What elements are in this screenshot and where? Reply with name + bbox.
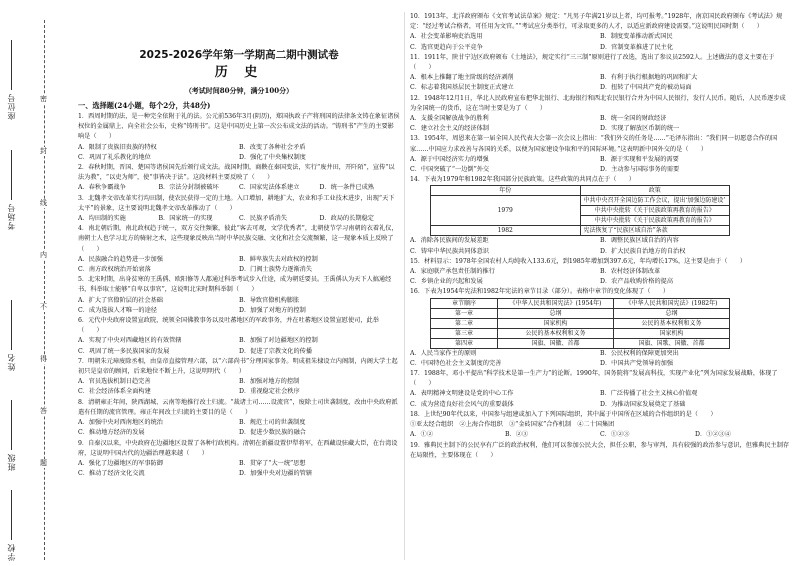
table-cell-policy: 中共中央批转《关于民族政策再教育的报告》 — [580, 206, 730, 216]
table-cell: 总纲 — [614, 308, 730, 318]
binding-margin — [0, 0, 62, 566]
answer-option[interactable]: C．社会经济体系全面构建 — [78, 388, 151, 396]
question-stem: 7．明朝朱元璋废除丞相，由皇帝直接管理六部，以“六部尚书”分理国家事务。明成祖朱棣设立内阁制，内阁大学士起初只是皇帝的顾问，后来地位不断上升，这说明明代（ ） — [78, 357, 398, 376]
answer-option[interactable]: A．表明精神文明建设是党的中心工作 — [410, 390, 514, 398]
exam-room-field[interactable]: 考场号 — [6, 150, 17, 230]
option-row — [410, 349, 790, 369]
answer-option[interactable]: B．规范土司的世袭制度 — [239, 419, 306, 427]
question-stem: 10．1913年，北洋政府颁布《文官考试法草案》规定：“凡男子年满21岁以上者，均可报考。”1928年，南京国民政府颁布《考试法》规定：“经过考试合格者，可任用为文官。”“考试应分类举行，可录取更多的人才，以适应新政府建设需要。”这说明民国时期（ ） — [410, 13, 783, 31]
table-header-cell: 章节顺序 — [431, 298, 498, 308]
seal-char: 线 — [40, 199, 47, 207]
table-cell: 第二章 — [431, 318, 498, 328]
left-question-list — [78, 112, 400, 479]
seal-char: 得 — [40, 355, 47, 363]
answer-option[interactable]: B．统一全国的财政经济 — [600, 115, 667, 123]
question-stem: 3．北魏孝文帝改革实行均田制，使农民获得一定的土地。入口增加，耕地扩大，农业和手工业技术进步，出现“天下太平”的景象，这主要说明北魏孝文帝改革推动了（ ） — [78, 194, 395, 212]
answer-option[interactable]: D．主动参与国际事务的需要 — [600, 166, 680, 174]
answer-option[interactable]: C．标志着我国基层民主制度正式建立 — [410, 84, 514, 92]
answer-option[interactable]: ①亚太经合组织 ②上海合作组织 ③“金砖国家”合作机制 ④二十国集团 — [410, 421, 615, 429]
answer-option[interactable]: A．支援全国解放战争的胜利 — [410, 115, 489, 123]
answer-option[interactable]: B．公民权利的保障更加突出 — [600, 349, 679, 357]
option-row — [410, 420, 790, 430]
answer-option[interactable]: A．源于中国经济实力的增强 — [410, 155, 489, 163]
answer-option[interactable]: B．农村经济体制改革 — [600, 268, 661, 276]
answer-option[interactable]: D．官制变革推进了民主化 — [600, 43, 674, 51]
answer-option[interactable]: A．强化了边疆地区的军事防御 — [78, 459, 163, 467]
table-header-cell: 政策 — [580, 186, 730, 196]
answer-option[interactable]: D．扭转了中国共产党的被动局面 — [600, 84, 692, 92]
answer-option[interactable]: B．鲜卑族失去对政权的控制 — [239, 255, 318, 263]
question-stem: 6．元代中央政府设置宣政院，统领全国佛教事务以及吐蕃地区的军政事务，并在吐蕃地区设置宣慰使司，此举（ ） — [78, 317, 379, 335]
class-field[interactable]: 班级 — [6, 400, 17, 471]
option-row — [410, 32, 790, 52]
exam-title: 2025-2026学年第一学期高二期中测试卷 — [139, 49, 339, 61]
question-stem: 13．1954年，周恩来在第一届全国人民代表大会第一次会议上指出：“我们外交的任务是……”毛泽东指出：“我们同一切愿意合作的国家……中国应力求改善与各国的关系，以便为国家建设争取和平的国际环境。”这表明新中国外交的是（ ） — [410, 135, 778, 153]
answer-option[interactable]: B．加强了对边疆地区的控制 — [239, 337, 318, 345]
column-divider — [404, 12, 405, 560]
section-heading: 一、选择题(24小题，每个2分，共48分) — [78, 101, 211, 110]
table-cell: 第四章 — [431, 338, 498, 348]
answer-option[interactable]: C．民族矛盾消失 — [239, 215, 288, 223]
answer-option[interactable]: B．宗法分封制被破坏 — [158, 184, 219, 192]
option-row — [78, 214, 400, 224]
answer-option[interactable]: A．民族融合的趋势进一步加强 — [78, 255, 163, 263]
answer-option[interactable]: D．加强中央对边疆的管辖 — [239, 470, 313, 478]
table-cell: 公民的基本权利和义务 — [498, 328, 614, 338]
option-row — [410, 389, 790, 409]
answer-option[interactable]: D．实现了解放区币制的统一 — [600, 125, 680, 133]
answer-option[interactable]: C．建立社会主义的经济体制 — [410, 125, 489, 133]
table-cell: 公民的基本权利和义务 — [614, 318, 730, 328]
question-stem: 17．1988年，邓小平提出“科学技术是第一生产力”的论断。1990年，国务院将“发展高科技，实现产业化”列为国家发展战略，体现了（ ） — [410, 370, 778, 388]
name-field[interactable]: 姓名 — [6, 300, 17, 371]
answer-option[interactable]: C．推动了经济文化交流 — [78, 470, 145, 478]
seal-char: 封 — [40, 147, 47, 155]
table-cell: 国旗、国徽、首都 — [498, 338, 614, 348]
answer-option[interactable]: D．为推动国家发展奠定了基础 — [600, 400, 686, 408]
answer-option[interactable]: C．巩固了礼乐教化的地位 — [78, 153, 151, 161]
table-cell-year: 1979 — [431, 196, 581, 226]
answer-option[interactable]: A．春秋争霸战争 — [78, 184, 126, 192]
table-row — [431, 226, 730, 236]
answer-option[interactable]: D．中国共产党领导的加强 — [600, 359, 674, 367]
option-row — [410, 236, 790, 256]
table-row — [431, 196, 730, 206]
option-row — [410, 267, 790, 287]
answer-option[interactable]: C．铸牢中华民族共同体意识 — [410, 247, 489, 255]
answer-option[interactable]: D．强化了中央集权制度 — [239, 153, 306, 161]
answer-option[interactable]: D．促进少数民族的融合 — [239, 429, 306, 437]
answer-option[interactable]: A．家庭联产承包责任制的推行 — [410, 268, 495, 276]
question-stem: 8．清朝雍正年间，陕西湖城、云南等地推行改土归流。“裁诸土司……设流官”，废除土司世袭制度，改由中央政府派遣有任期的流官管理。雍正年间改土归流的主要目的是（ ） — [78, 398, 398, 416]
table-cell: 第一章 — [431, 308, 498, 318]
seal-char: 内 — [40, 251, 47, 259]
answer-option[interactable]: A．消除各民族间的发展差距 — [410, 237, 489, 245]
answer-option[interactable]: C．国家宪法体系建立 — [239, 184, 300, 192]
right-column — [410, 12, 790, 560]
question-stem: 9．自秦汉以来，中央政府在边疆地区设置了各种行政机构。清朝在新疆设置伊犁将军，在西藏设驻藏大臣，在台湾设府，这说明中国古代的边疆治理越来越（ ） — [78, 439, 398, 457]
option-row — [410, 114, 790, 134]
answer-option[interactable]: D．加强了对地方的控制 — [239, 306, 306, 314]
answer-option[interactable]: D．重视稳定社会秩序 — [239, 388, 300, 396]
answer-option[interactable]: A．扩大了官僚阶层的社会基础 — [78, 296, 163, 304]
seal-char: 题 — [40, 459, 47, 467]
answer-option[interactable]: C．中国特色社会主义制度的完善 — [410, 359, 502, 367]
answer-option[interactable]: A．官员选拔机制日趋完善 — [78, 378, 151, 386]
answer-option[interactable]: A．根本上推翻了地主阶级的经济剥削 — [410, 74, 514, 82]
question-stem: 18．上世纪90年代以来，中国参与组建或加入了下列国际组织，其中属于中国所在区域的合作组织的是（ ） — [410, 410, 717, 418]
answer-option[interactable]: B．有利于执行根据地的巩固和扩大 — [600, 74, 698, 82]
answer-option[interactable]: B．源于实现和平发展的需要 — [600, 155, 679, 163]
option-row — [410, 73, 790, 93]
table-header-cell: 《中华人民共和国宪法》(1982年) — [614, 298, 730, 308]
table-header-cell: 年份 — [431, 186, 581, 196]
answer-option[interactable]: B．导致官僚机构膨胀 — [239, 296, 300, 304]
answer-option[interactable]: A．①② — [410, 431, 434, 439]
answer-option[interactable]: A．社会变革影响吏治选用 — [410, 33, 483, 41]
left-column — [78, 12, 400, 560]
table-cell: 第三章 — [431, 328, 498, 338]
subject-title: 历 史 — [214, 65, 264, 80]
right-question-list — [410, 12, 790, 461]
option-row — [410, 430, 790, 440]
table-cell: 国家机构 — [498, 318, 614, 328]
seal-char: 不 — [40, 303, 47, 311]
answer-option[interactable]: B．制度变革推动新式国民 — [600, 33, 673, 41]
answer-option[interactable]: A．加强中央对西南地区的统治 — [78, 419, 163, 427]
answer-option[interactable]: B．加强对地方的控制 — [239, 378, 300, 386]
question-stem: 11．1911年，陕甘宁边区政府颁布《土地法》，规定实行“三三制”原则进行了改选，选出了参议员2592人。上述做法的意义主要在于（ ） — [410, 53, 775, 72]
answer-option[interactable]: A．限制了贵族旧贵族的特权 — [78, 143, 157, 151]
question-stem: 2．春秋时期，晋国、楚国等诸侯国先后颁行成文法。战国时期，商鞅在秦国变法，实行“废井田，开阡陌”，宣传“以法为教”，“以吏为师”，使“事皆决于法”。这段材料主要反映了（ ） — [78, 164, 395, 182]
table-cell-policy: 中共中央召开全国边防工作会议，提出‘加强边防建设’ — [580, 196, 730, 206]
option-row — [78, 336, 400, 356]
seat-number-field[interactable]: 座位号 — [6, 40, 17, 120]
option-row — [78, 183, 400, 193]
answer-option[interactable]: B．贯穿了“大一统”思想 — [239, 459, 306, 467]
table-header-cell: 《中华人民共和国宪法》(1954年) — [498, 298, 614, 308]
table-cell: 总纲 — [498, 308, 614, 318]
answer-option[interactable]: D．政局的长期稳定 — [319, 215, 374, 223]
answer-option[interactable]: D．①②③④ — [695, 431, 731, 439]
answer-option[interactable]: C．巩固了统一多民族国家的发展 — [78, 347, 170, 355]
question-stem: 16．下表为1954年宪法和1982年宪法的章节目录（部分）。表格中章节的变化体现了（ ） — [410, 288, 670, 296]
answer-option[interactable]: C．中国突破了“一边倒”外交 — [410, 166, 490, 174]
seal-char: 答 — [40, 407, 47, 415]
answer-option[interactable]: C．成为营造良好社会风气的重要载体 — [410, 400, 514, 408]
answer-option[interactable]: A．实现了中央对西藏地区的有效管辖 — [78, 337, 182, 345]
question-stem: 15．材料显示：1978年全国农村人均纯收入133.6元，到1985年增加到397.6元，年均增长17%，这主要是由于（ ） — [410, 257, 747, 265]
question-stem: 1．西周时期的法，是一种完全依附于礼的法。公元前536年3月(阴历)，郑国执政子产将刑国的法律条文铸在象征诸侯权位的金属鼎上，向全社会公布，史称“铸刑书”。这是中国历史上第一次公布成文法的活动。“铸刑书”产生的主要影响是（ ） — [78, 113, 400, 141]
option-row — [78, 255, 400, 275]
answer-option[interactable]: D．统一条件已成熟 — [319, 184, 374, 192]
question-stem: 5．北宋时期，出身贫寒的王禹偁、欧阳修等人都通过科举考试步入仕途，成为朝廷要员。王禹偁认为天下人搞通经书，科举取士能够“自卑以事官”，这说明北宋时期科举制（ ） — [78, 276, 392, 294]
table-row — [431, 338, 730, 348]
answer-option[interactable]: D．促进了宗教文化的传播 — [239, 347, 313, 355]
question-stem: 19．雅典民主制下的公民享有广泛的政治权利，他们可以参加公民大会，担任公职，参与审判，具有较强的政治参与意识，但雅典民主制存在局限性，主要体现在（ ） — [410, 441, 790, 459]
answer-option[interactable]: C．成为选拔人才唯一的途径 — [78, 306, 157, 314]
table-row — [431, 328, 730, 338]
option-row — [78, 459, 400, 479]
answer-option[interactable]: D．农产品收购价格的提高 — [600, 278, 674, 286]
table-cell-year: 1982 — [431, 226, 581, 236]
answer-option[interactable]: C．①②③ — [600, 431, 630, 439]
answer-option[interactable]: D．扩大民族自治地方的自治权 — [600, 247, 686, 255]
question-stem: 4．南北朝后期，南北政权趋于统一，双方交往频繁，彼此“客去可观，文学优秀者”，北朝使节学习南朝的衣着礼仪，南朝士人也学习北方的骑射之术，这些现象反映出当时中华民族交融、文化和社会交流频繁，这一现象本质上反映了（ ） — [78, 225, 398, 253]
answer-option[interactable]: B．国家统一的实现 — [158, 215, 213, 223]
table-cell-policy: 中共中央批转《关于民族政策再教育的报告》 — [580, 216, 730, 226]
option-row — [78, 377, 400, 397]
answer-option[interactable]: A．均田制的实施 — [78, 215, 126, 223]
table-cell-policy: 宪法恢复了“民族区域自治”条款 — [580, 226, 730, 236]
answer-option[interactable]: C．推动地方经济的发展 — [78, 429, 145, 437]
answer-option[interactable]: B．广泛传播了社会主义核心价值观 — [600, 390, 698, 398]
answer-option[interactable]: B．改变了各种社会矛盾 — [239, 143, 306, 151]
answer-option[interactable]: D．门阀士族势力逐渐消失 — [239, 266, 313, 274]
exam-info: （考试时间80分钟，满分100分） — [184, 86, 294, 95]
question-stem: 12．1948年12月1日，华北人民政府宣布把华北银行、北海银行和西北农民银行合并为中国人民银行，发行人民币。随后，人民币逐步成为全国统一的货币，这在当时主要是为了（ ） — [410, 94, 786, 112]
policy-table — [430, 185, 730, 236]
option-row — [78, 296, 400, 316]
option-row — [78, 418, 400, 438]
answer-option[interactable]: C．选官更趋向于公平竞争 — [410, 43, 483, 51]
table-cell: 国旗、国歌、国徽、首都 — [614, 338, 730, 348]
constitution-table — [430, 298, 730, 349]
option-row — [78, 143, 400, 163]
option-row — [410, 155, 790, 175]
answer-option[interactable]: C．乡镇企业的兴起和发展 — [410, 278, 483, 286]
table-row — [431, 318, 730, 328]
answer-option[interactable]: B．②③ — [505, 431, 529, 439]
answer-option[interactable]: A．人民当家作主的原则 — [410, 349, 477, 357]
school-field[interactable]: 学校 — [6, 490, 17, 561]
table-row — [431, 308, 730, 318]
seal-char: 密 — [40, 95, 47, 103]
answer-option[interactable]: C．南方政权统治开始衰落 — [78, 266, 151, 274]
question-stem: 14．下表为1979年和1982年我国部分民族政策。这些政策的共同点在于（ ） — [410, 176, 635, 184]
table-cell: 国家机构 — [614, 328, 730, 338]
answer-option[interactable]: B．调整民族区域自治的内容 — [600, 237, 679, 245]
